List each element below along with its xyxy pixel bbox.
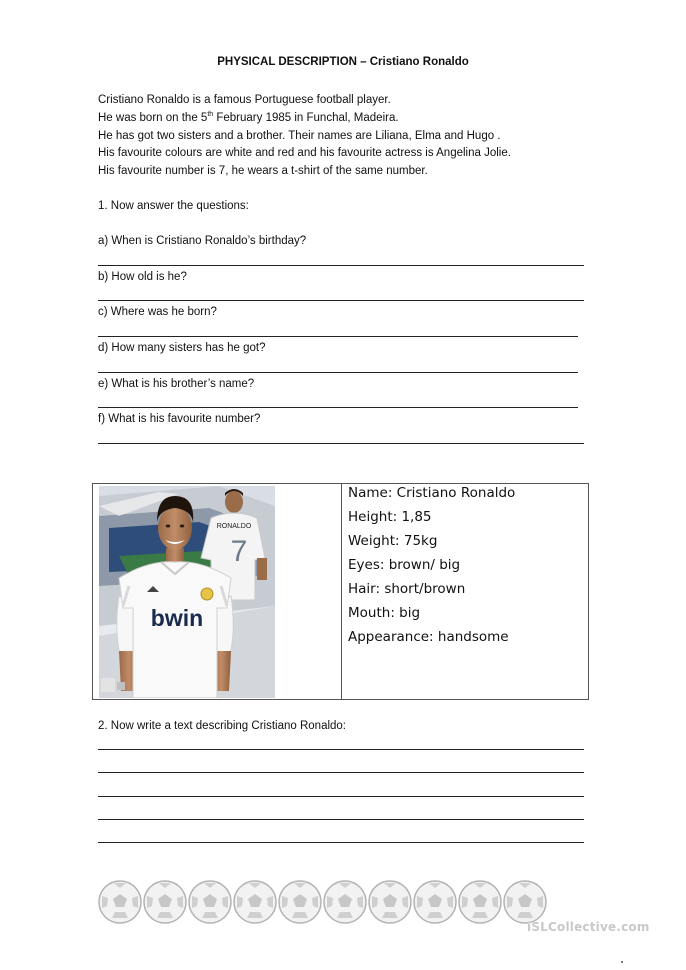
football-icon [368,880,412,924]
football-icon [503,880,547,924]
intro-paragraph [98,92,511,181]
page-dot [621,961,623,963]
answer-line-f[interactable] [98,443,584,444]
fact-hair: Hair: short/brown [348,581,466,597]
intro-line-5: His favourite number is 7, he wears a t-shirt of the same number. [98,165,428,178]
writing-line-3[interactable] [98,796,584,797]
shirt-back-number: 7 [230,535,248,568]
question-c: c) Where was he born? [98,306,217,318]
football-icon [233,880,277,924]
exercise-1-instruction: 1. Now answer the questions: [98,200,249,212]
intro-line-4: His favourite colours are white and red and his favourite actress is Angelina Jolie. [98,147,511,160]
fact-name: Name: Cristiano Ronaldo [348,485,516,501]
answer-line-d[interactable] [98,372,578,373]
intro-line-2: He was born on the 5th February 1985 in Funchal, Madeira. [98,110,399,124]
shirt-sponsor-text: bwin [150,605,204,631]
writing-line-2[interactable] [98,772,584,773]
fact-height: Height: 1,85 [348,509,432,525]
answer-line-b[interactable] [98,300,584,301]
writing-line-4[interactable] [98,819,584,820]
football-icon [413,880,457,924]
profile-facts [348,484,515,652]
exercise-2-instruction: 2. Now write a text describing Cristiano Ronaldo: [98,720,347,732]
question-a: a) When is Cristiano Ronaldo’s birthday? [98,235,307,247]
worksheet-title: PHYSICAL DESCRIPTION – Cristiano Ronaldo [217,56,469,68]
answer-line-c[interactable] [98,336,578,337]
answer-line-e[interactable] [98,407,578,408]
football-icon [278,880,322,924]
football-icon [458,880,502,924]
intro-line-1: Cristiano Ronaldo is a famous Portuguese football player. [98,94,391,106]
football-border [98,880,558,930]
profile-card [92,483,589,700]
writing-line-5[interactable] [98,842,584,843]
fact-mouth: Mouth: big [348,605,421,621]
ronaldo-photo [99,486,275,698]
fact-weight: Weight: 75kg [348,533,438,549]
fact-eyes: Eyes: brown/ big [348,557,461,573]
question-e: e) What is his brother’s name? [98,378,255,390]
football-icon [323,880,367,924]
question-f: f) What is his favourite number? [98,413,261,425]
fact-appearance: Appearance: handsome [348,629,509,645]
islcollective-watermark: iSLCollective.com [527,920,650,934]
football-icon [98,880,142,924]
intro-line-3: He has got two sisters and a brother. Their names are Liliana, Elma and Hugo . [98,129,501,142]
writing-line-1[interactable] [98,749,584,750]
question-b: b) How old is he? [98,271,187,283]
profile-divider [341,484,342,699]
shirt-back-name: RONALDO [216,523,252,530]
football-icon [188,880,232,924]
answer-line-a[interactable] [98,265,584,266]
football-icon [143,880,187,924]
question-d: d) How many sisters has he got? [98,342,266,354]
